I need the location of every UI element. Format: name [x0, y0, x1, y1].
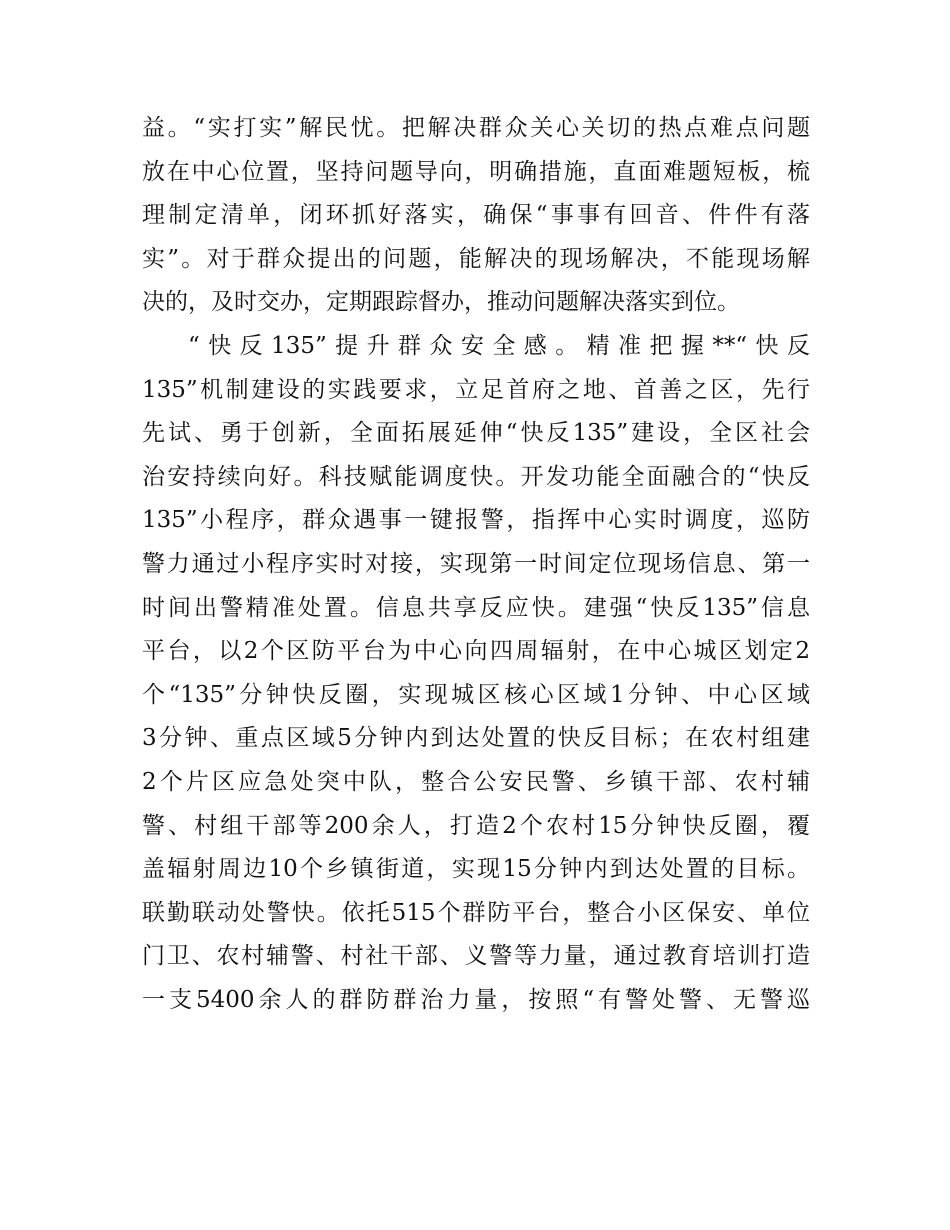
text-line: 益。“实打实”解民忧。把解决群众关心关切的热点难点问题 — [142, 115, 810, 141]
document-body — [142, 107, 810, 1066]
text-line: 一支5400余人的群防群治力量，按照“有警处警、无警巡 — [142, 986, 810, 1013]
text-line: 2个片区应急处突中队，整合公安民警、乡镇干部、农村辅 — [142, 768, 810, 795]
text-line — [142, 1022, 810, 1066]
text-line: 时间出警精准处置。信息共享反应快。建强“快反135”信息 — [142, 594, 810, 621]
paragraph-1 — [142, 107, 810, 325]
text-line: 警、村组干部等200余人，打造2个农村15分钟快反圈，覆 — [142, 812, 810, 839]
text-line: 警力通过小程序实时对接，实现第一时间定位现场信息、第一 — [142, 550, 810, 577]
text-line: 理制定清单，闭环抓好落实，确保“事事有回音、件件有落 — [142, 202, 810, 229]
text-line: 治安持续向好。科技赋能调度快。开发功能全面融合的“快反 — [142, 463, 810, 490]
text-line: 135”小程序，群众遇事一键报警，指挥中心实时调度，巡防 — [142, 507, 810, 534]
text-line: 门卫、农村辅警、村社干部、义警等力量，通过教育培训打造 — [142, 943, 810, 970]
text-line: 135”机制建设的实践要求，立足首府之地、首善之区，先行 — [142, 376, 810, 403]
text-line: “快反135”提升群众安全感。精准把握**“快反 — [188, 332, 810, 359]
text-line: 放在中心位置，坚持问题导向，明确措施，直面难题短板，梳 — [142, 158, 810, 185]
text-line: 平台，以2个区防平台为中心向四周辐射，在中心城区划定2 — [142, 638, 810, 665]
text-line: 联勤联动处警快。依托515个群防平台，整合小区保安、单位 — [142, 899, 810, 926]
text-line: 实”。对于群众提出的问题，能解决的现场解决，不能现场解 — [142, 245, 810, 272]
text-line: 3分钟、重点区域5分钟内到达处置的快反目标；在农村组建 — [142, 725, 810, 752]
text-line: 先试、勇于创新，全面拓展延伸“快反135”建设，全区社会 — [142, 420, 810, 447]
paragraph-2 — [142, 325, 810, 1066]
text-line: 决的，及时交办，定期跟踪督办，推动问题解决落实到位。 — [142, 289, 740, 316]
text-line: 盖辐射周边10个乡镇街道，实现15分钟内到达处置的目标。 — [142, 856, 810, 883]
text-line: 个“135”分钟快反圈，实现城区核心区域1分钟、中心区域 — [142, 681, 810, 708]
